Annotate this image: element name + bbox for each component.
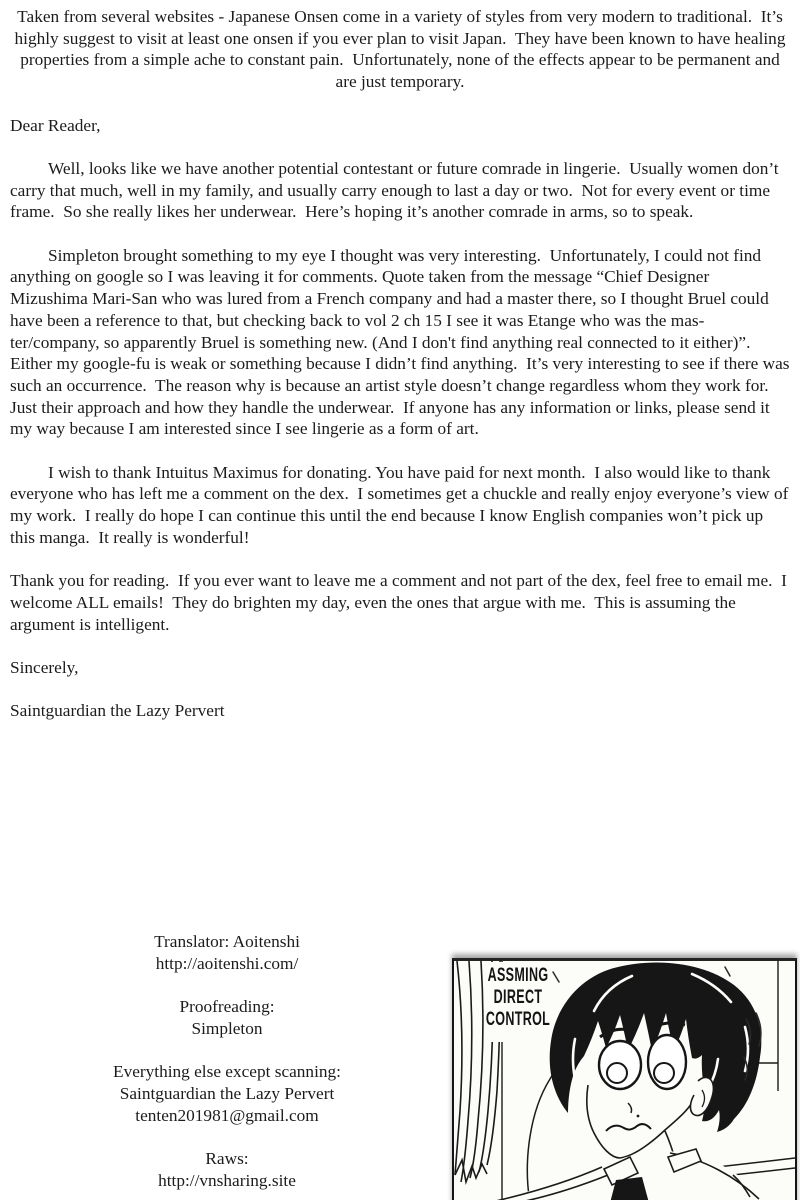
credit-everything-else-label: Everything else except scanning: (113, 1062, 341, 1082)
panel-caption-line: ASSMING (487, 965, 549, 986)
credit-email: tenten201981@gmail.com (135, 1105, 319, 1125)
credit-translator-url: http://aoitenshi.com/ (155, 953, 299, 973)
paragraph-bruel-quote: Simpleton brought something to my eye I thought was very interesting. Unfortunately, I could not find anything on google so I was leaving it for comments. Quote taken from the message “Chief Designer Mizushima Mari-San who was lured from a French company and had a master there, so I thought Bruel could have been a reference to that, but checking back to vol 2 ch 15 I see it was Etange who was the mas-ter/company, so apparently Bruel is something new. (And I don't find anything real connected to it either)”. Either my google-fu is weak or something because I didn’t find anything. It’s very interesting to see if there was such an occurrence. The reason why is because an artist style doesn’t change regardless whom they work for. Just their approach and how they handle the underwear. If anyone has any information or links, please send it my way because I am interested since I see lingerie as a form of art. (10, 245, 794, 439)
paragraph-thanks: I wish to thank Intuitus Maximus for donating. You have paid for next month. I also would like to thank everyone who has left me a comment on the dex. I sometimes get a chuckle and really enjoy everyone’s view of my work. I really do hope I can continue this until the end because I know English companies won’t pick up this manga. It really is wonderful! (10, 462, 793, 547)
credit-translator: Translator: Aoitenshi (154, 932, 300, 951)
salutation: Dear Reader, (10, 115, 101, 135)
panel-caption-line: CONTROL (485, 1009, 551, 1030)
credit-group-raws (0, 1148, 454, 1191)
signature: Saintguardian the Lazy Pervert (10, 701, 225, 721)
credit-proofreading-label: Proofreading: (179, 997, 275, 1017)
credit-raws-url: http://vnsharing.site (158, 1170, 296, 1190)
credits-section (0, 931, 454, 1200)
credit-group-proofreading (0, 996, 454, 1039)
character-face (579, 1021, 705, 1158)
startled-boy-illustration (454, 961, 795, 1200)
closing: Sincerely, (10, 658, 79, 677)
credit-group-everything-else (0, 1061, 454, 1126)
nostril-dot (637, 1115, 640, 1118)
credit-raws-label: Raws: (205, 1148, 249, 1168)
paragraph-lingerie: Well, looks like we have another potential contestant or future comrade in lingerie. Usually women don’t carry that much, well in my family, and usually carry enough to last a day or two. Not for every event or time frame. So she really likes her underwear. Here’s hoping it’s another comrade in arms, so to speak. (10, 158, 783, 222)
manga-panel (452, 958, 797, 1200)
paragraph-thank-you-for-reading: Thank you for reading. If you ever want to leave me a comment and not part of the dex, feel free to email me. I welcome ALL emails! They do brighten my day, even the ones that argue with me. This is assuming the argument is intelligent. (10, 571, 792, 634)
credit-proofreader: Simpleton (191, 1018, 263, 1038)
caption-backdrop (485, 962, 551, 1042)
letter-body (10, 6, 794, 744)
right-eye (648, 1035, 686, 1089)
credit-everything-else-name: Saintguardian the Lazy Pervert (119, 1083, 335, 1103)
credit-group-translator (0, 931, 454, 974)
intro-paragraph: Taken from several websites - Japanese Onsen come in a variety of styles from very modern to traditional. It’s highly suggest to visit at least one onsen if you ever plan to visit Japan. They have been known to have healing properties from a simple ache to constant pain. Unfortunately, none of the effects appear to be permanent and are just temporary. (14, 7, 790, 92)
panel-caption-line: DIRECT (493, 987, 543, 1008)
